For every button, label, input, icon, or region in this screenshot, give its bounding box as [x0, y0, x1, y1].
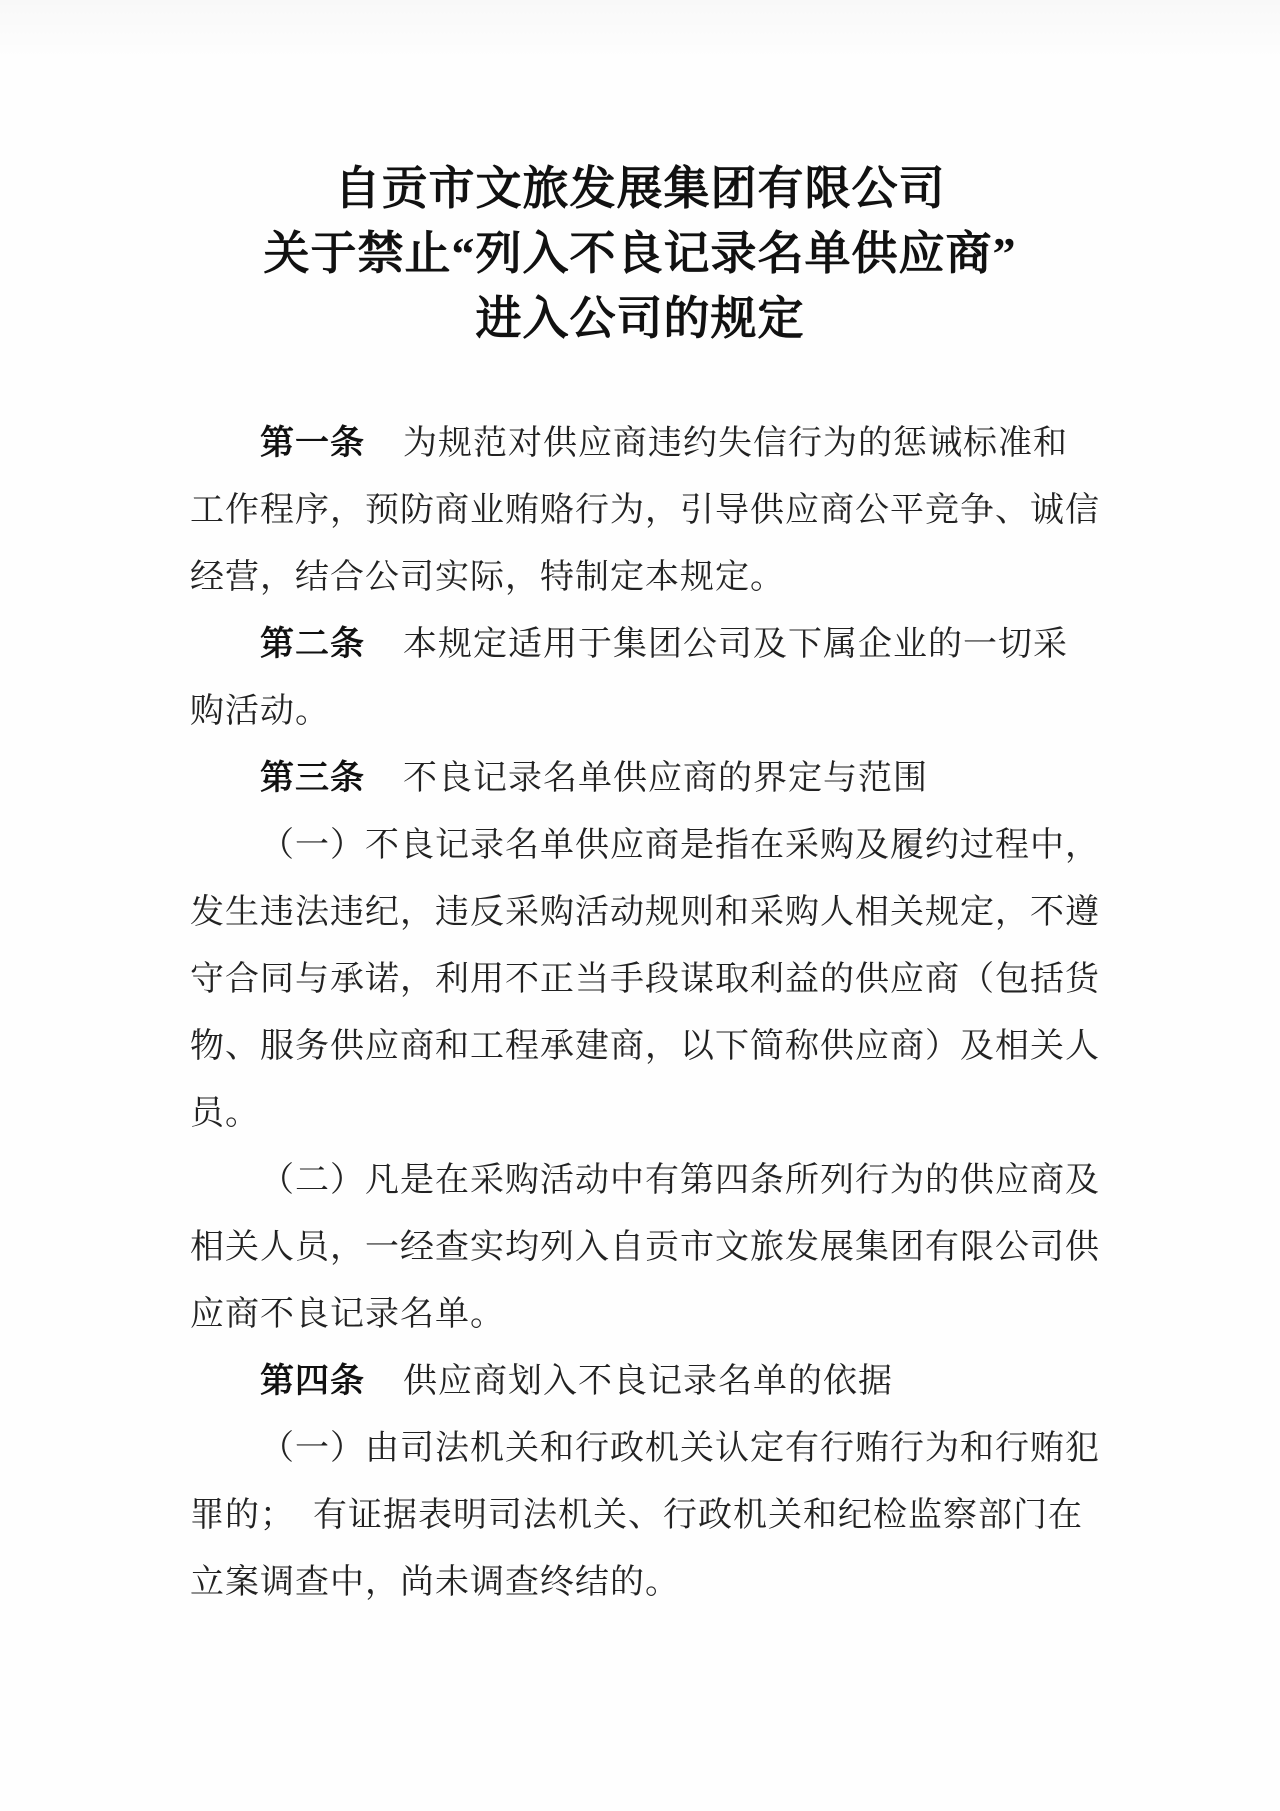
body-line: [190, 1482, 1100, 1549]
body-text: 应商不良记录名单。: [190, 1296, 505, 1333]
body-text: 供应商划入不良记录名单的依据: [403, 1363, 893, 1400]
body-text: （一）由司法机关和行政机关认定有行贿行为和行贿犯: [260, 1430, 1100, 1467]
article-number: 第三条: [260, 760, 365, 797]
body-text: 发生违法违纪，违反采购活动规则和采购人相关规定，不遵: [190, 894, 1100, 931]
body-line: [190, 544, 1100, 611]
body-line: [190, 1549, 1100, 1616]
body-line: [190, 946, 1100, 1013]
body-line: [190, 477, 1100, 544]
body-line: [190, 1348, 1100, 1415]
body-text: 物、服务供应商和工程承建商，以下简称供应商）及相关人: [190, 1028, 1100, 1065]
document-body: [190, 410, 1100, 1616]
body-line: [190, 678, 1100, 745]
article-number: 第二条: [260, 626, 365, 663]
body-text: 相关人员，一经查实均列入自贡市文旅发展集团有限公司供: [190, 1229, 1100, 1266]
body-line: [190, 1214, 1100, 1281]
body-line: [190, 410, 1100, 477]
body-text: 罪的； 有证据表明司法机关、行政机关和纪检监察部门在: [190, 1497, 1083, 1534]
body-line: [190, 611, 1100, 678]
body-line: [190, 1013, 1100, 1080]
body-text: 守合同与承诺，利用不正当手段谋取利益的供应商（包括货: [190, 961, 1100, 998]
article-number: 第一条: [260, 425, 365, 462]
body-text: （一）不良记录名单供应商是指在采购及履约过程中，: [260, 827, 1100, 864]
body-text: （二）凡是在采购活动中有第四条所列行为的供应商及: [260, 1162, 1100, 1199]
body-line: [190, 879, 1100, 946]
document-title: [0, 156, 1280, 351]
article-number: 第四条: [260, 1363, 365, 1400]
body-text: 不良记录名单供应商的界定与范围: [403, 760, 928, 797]
title-line-3: 进入公司的规定: [475, 293, 805, 344]
body-line: [190, 745, 1100, 812]
body-text: 经营，结合公司实际，特制定本规定。: [190, 559, 785, 596]
title-line-1: 自贡市文旅发展集团有限公司: [334, 163, 946, 214]
body-line: [190, 1080, 1100, 1147]
body-line: [190, 1147, 1100, 1214]
body-text: 立案调查中，尚未调查终结的。: [190, 1564, 680, 1601]
body-line: [190, 1281, 1100, 1348]
body-text: 工作程序，预防商业贿赂行为，引导供应商公平竞争、诚信: [190, 492, 1100, 529]
body-line: [190, 812, 1100, 879]
body-text: 本规定适用于集团公司及下属企业的一切采: [403, 626, 1068, 663]
title-line-2: 关于禁止“列入不良记录名单供应商”: [263, 228, 1017, 279]
body-text: 购活动。: [190, 693, 330, 730]
body-line: [190, 1415, 1100, 1482]
body-text: 为规范对供应商违约失信行为的惩诫标准和: [403, 425, 1068, 462]
body-text: 员。: [190, 1095, 260, 1132]
